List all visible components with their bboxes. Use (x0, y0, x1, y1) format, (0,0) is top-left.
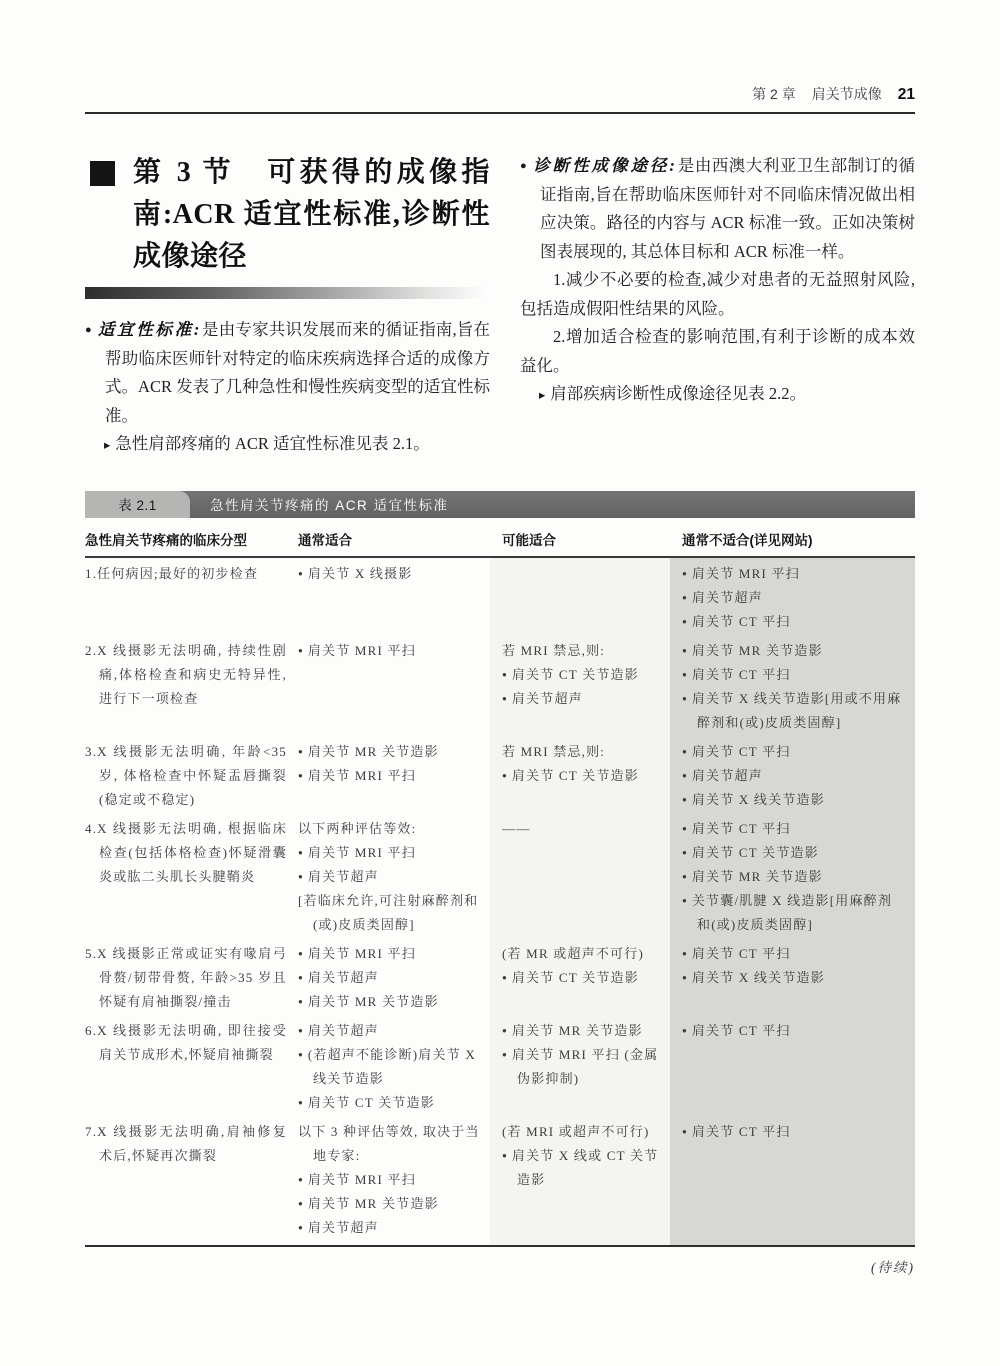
table-list-item (502, 1120, 662, 1144)
bullet-icon: ● (502, 972, 507, 982)
item-text: 肩关节超声 (511, 690, 583, 706)
table-cell (295, 1019, 490, 1120)
table-list-item (298, 841, 480, 865)
bullet-icon: ● (298, 1025, 303, 1035)
item-text: 肩关节 X 线或 CT 关节造影 (511, 1147, 659, 1187)
pathway-goal-2: 2.增加适合检查的影响范围,有利于诊断的成本效益化。 (520, 327, 915, 375)
item-text: 肩关节超声 (307, 969, 379, 985)
bullet-icon: ● (502, 1049, 507, 1059)
term-pathways: 诊断性成像途径: (533, 156, 678, 175)
table-list-item (298, 764, 480, 788)
table-list-item (682, 942, 905, 966)
item-text: 肩关节 X 线关节造影[用或不用麻醉剂和(或)皮质类固醇] (691, 690, 902, 730)
appropriateness-paragraph (85, 316, 490, 430)
table-list-item (502, 663, 662, 687)
table-list-item (298, 990, 480, 1014)
column-header-usually-not-appropriate: 通常不适合(详见网站) (682, 532, 813, 548)
bullet-icon: ● (682, 693, 687, 703)
item-text: (若 MR 或超声不可行) (502, 945, 644, 961)
item-text: 肩关节 CT 平扫 (691, 945, 791, 961)
item-text: 肩关节 MR 关节造影 (307, 743, 439, 759)
table-row (85, 817, 915, 942)
bullet-icon: ● (298, 996, 303, 1006)
item-text: 肩关节超声 (307, 1219, 379, 1235)
table-cell (490, 558, 670, 639)
item-text: 肩关节 MR 关节造影 (307, 993, 439, 1009)
table-cell (85, 1120, 295, 1245)
page-number: 21 (897, 86, 915, 103)
bullet-icon: ● (520, 160, 528, 172)
clinical-type-text: 2.X 线摄影无法明确, 持续性剧痛,体格检查和病史无特异性,进行下一项检查 (85, 642, 287, 706)
item-text: [若临床允许,可注射麻醉剂和(或)皮质类固醇] (298, 892, 479, 932)
table-cell (85, 942, 295, 1019)
bullet-icon: ● (682, 645, 687, 655)
table-cell (670, 639, 915, 740)
item-text: 肩关节 CT 平扫 (691, 1022, 791, 1038)
item-text: 肩关节 MRI 平扫 (307, 844, 416, 860)
table-row (85, 558, 915, 639)
item-text: 肩关节 MR 关节造影 (691, 642, 823, 658)
item-text: 肩关节 CT 关节造影 (691, 844, 819, 860)
table-cell (85, 817, 295, 942)
table-list-item (298, 889, 480, 937)
triangle-bullet-icon: ▸ (539, 388, 546, 402)
item-text: 肩关节 MRI 平扫 (691, 565, 800, 581)
table-list-item (502, 687, 662, 711)
table-title-bar (85, 491, 915, 518)
table-list-item (298, 1019, 480, 1043)
table-list-item (682, 562, 905, 586)
item-text: 肩关节 CT 平扫 (691, 743, 791, 759)
table-list-item (502, 1144, 662, 1192)
table-cell (670, 817, 915, 942)
section-square-icon (90, 161, 115, 186)
table-list-item (502, 942, 662, 966)
bullet-icon: ● (298, 1049, 303, 1059)
term-appropriateness: 适宜性标准: (97, 320, 202, 339)
table-cell (490, 1019, 670, 1120)
bullet-icon: ● (298, 948, 303, 958)
triangle-bullet-icon: ▸ (104, 438, 111, 452)
table-list-item (298, 1120, 480, 1168)
bullet-icon: ● (682, 770, 687, 780)
bullet-icon: ● (298, 871, 303, 881)
bullet-icon: ● (682, 1126, 687, 1136)
table-list-item (298, 1043, 480, 1091)
table-cell (295, 639, 490, 740)
table-list-item (502, 966, 662, 990)
pathways-paragraph (520, 152, 915, 266)
table-list-item (298, 865, 480, 889)
bullet-icon: ● (298, 1222, 303, 1232)
bullet-icon: ● (682, 871, 687, 881)
table-body (85, 558, 915, 1247)
clinical-type-text: 5.X 线摄影正常或证实有喙肩弓骨赘/韧带骨赘, 年龄>35 岁且怀疑有肩袖撕裂/撞击 (85, 945, 287, 1009)
table-list-item (682, 817, 905, 841)
bullet-icon: ● (682, 823, 687, 833)
table-list-item (682, 841, 905, 865)
item-text: 肩关节 CT 关节造影 (511, 969, 639, 985)
bullet-icon: ● (298, 645, 303, 655)
table21-reference: ▸ 急性肩部疼痛的 ACR 适宜性标准见表 2.1。 (104, 434, 430, 453)
table-list-item (682, 586, 905, 610)
appropriateness-text: 是由专家共识发展而来的循证指南,旨在帮助临床医师针对特定的临床疾病选择合适的成像方式。ACR 发表了几种急性和慢性疾病变型的适宜性标准。 (105, 320, 490, 425)
bullet-icon: ● (502, 1025, 507, 1035)
item-text: 肩关节 MRI 平扫 (307, 767, 416, 783)
table-row (85, 942, 915, 1019)
section-divider-gradient (85, 287, 490, 299)
table-list-item (298, 817, 480, 841)
table-cell (85, 1019, 295, 1120)
table-row (85, 740, 915, 817)
table-cell (295, 558, 490, 639)
acr-table (85, 491, 915, 1247)
bullet-icon: ● (298, 972, 303, 982)
table-list-item (682, 788, 905, 812)
table-cell (295, 740, 490, 817)
table-list-item (298, 1168, 480, 1192)
table-cell (490, 942, 670, 1019)
table-list-item (298, 639, 480, 663)
table-cell (670, 740, 915, 817)
chapter-title: 肩关节成像 (811, 86, 882, 102)
item-text: 以下两种评估等效: (298, 820, 417, 836)
table-list-item (502, 764, 662, 788)
table-header-row (85, 521, 915, 558)
table-cell (670, 558, 915, 639)
item-text: 关节囊/肌腱 X 线造影[用麻醉剂和(或)皮质类固醇] (691, 892, 893, 932)
table-cell (295, 942, 490, 1019)
right-column (520, 152, 915, 460)
table-cell (85, 639, 295, 740)
clinical-type-text: 1.任何病因;最好的初步检查 (85, 565, 259, 581)
item-text: 若 MRI 禁忌,则: (502, 743, 606, 759)
bullet-icon: ● (298, 568, 303, 578)
item-text: 肩关节 X 线摄影 (307, 565, 413, 581)
clinical-type-text: 3.X 线摄影无法明确, 年龄<35 岁, 体格检查中怀疑盂唇撕裂(稳定或不稳定) (85, 743, 287, 807)
bullet-icon: ● (682, 794, 687, 804)
clinical-type-text: 4.X 线摄影无法明确, 根据临床检查(包括体格检查)怀疑滑囊炎或肱二头肌长头腱鞘炎 (85, 820, 287, 884)
column-header-may-be-appropriate: 可能适合 (502, 532, 556, 548)
bullet-icon: ● (502, 693, 507, 703)
pathways-text: 是由西澳大利亚卫生部制订的循证指南,旨在帮助临床医师针对不同临床情况做出相应决策。路径的内容与 ACR 标准一致。正如决策树图表展现的, 其总体目标和 ACR 标准一样。 (540, 156, 916, 261)
table-list-item (298, 1192, 480, 1216)
bullet-icon: ● (682, 592, 687, 602)
chapter-label: 第 2 章 (752, 86, 796, 102)
table-list-item (682, 1120, 905, 1144)
table-list-item (298, 966, 480, 990)
bullet-icon: ● (682, 746, 687, 756)
table-list-item (502, 740, 662, 764)
item-text: 肩关节 MRI 平扫 (307, 642, 416, 658)
item-text: 肩关节 X 线关节造影 (691, 969, 825, 985)
item-text: 以下 3 种评估等效, 取决于当地专家: (298, 1123, 480, 1163)
table-list-item (682, 865, 905, 889)
table-cell (490, 740, 670, 817)
table-label: 表 2.1 (85, 491, 190, 518)
table-cell (490, 1120, 670, 1245)
table-cell (85, 740, 295, 817)
item-text: 肩关节 CT 平扫 (691, 613, 791, 629)
table-list-item (682, 1019, 905, 1043)
bullet-icon: ● (502, 1150, 507, 1160)
item-text: 肩关节超声 (691, 767, 763, 783)
table-list-item (682, 740, 905, 764)
item-text: 肩关节超声 (307, 868, 379, 884)
table-list-item (298, 740, 480, 764)
item-text: 肩关节 CT 关节造影 (511, 666, 639, 682)
bullet-icon: ● (682, 948, 687, 958)
item-text: 肩关节 MRI 平扫 (金属伪影抑制) (511, 1046, 659, 1086)
bullet-icon: ● (298, 746, 303, 756)
item-text: 肩关节 MRI 平扫 (307, 945, 416, 961)
item-text: 肩关节 MRI 平扫 (307, 1171, 416, 1187)
clinical-type-text: 7.X 线摄影无法明确,肩袖修复术后,怀疑再次撕裂 (85, 1123, 287, 1163)
table-list-item (682, 663, 905, 687)
table-row (85, 1120, 915, 1245)
to-be-continued-note: (待续) (871, 1259, 915, 1275)
table-title: 急性肩关节疼痛的 ACR 适宜性标准 (210, 498, 449, 513)
table-cell (490, 639, 670, 740)
table-list-item (682, 764, 905, 788)
column-header-clinical-type: 急性肩关节疼痛的临床分型 (85, 532, 247, 548)
table-list-item (682, 966, 905, 990)
table-cell (670, 1019, 915, 1120)
bullet-icon: ● (502, 770, 507, 780)
table-row (85, 639, 915, 740)
running-head (85, 84, 915, 114)
table-list-item (298, 562, 480, 586)
table-cell (295, 1120, 490, 1245)
table-list-item (682, 610, 905, 634)
bullet-icon: ● (682, 669, 687, 679)
table-list-item (682, 639, 905, 663)
bullet-icon: ● (682, 895, 687, 905)
bullet-icon: ● (502, 669, 507, 679)
table-cell (490, 817, 670, 942)
table-list-item (682, 687, 905, 735)
bullet-icon: ● (682, 847, 687, 857)
item-text: —— (502, 820, 531, 836)
item-text: 肩关节 CT 关节造影 (511, 767, 639, 783)
pathway-goal-1: 1.减少不必要的检查,减少对患者的无益照射风险,包括造成假阳性结果的风险。 (520, 270, 915, 318)
bullet-icon: ● (682, 972, 687, 982)
table-list-item (298, 942, 480, 966)
item-text: 肩关节 CT 关节造影 (307, 1094, 435, 1110)
item-text: (若 MRI 或超声不可行) (502, 1123, 650, 1139)
table-row (85, 1019, 915, 1120)
bullet-icon: ● (85, 324, 92, 336)
two-column-area (85, 152, 915, 460)
table-list-item (298, 1091, 480, 1115)
table-cell (670, 942, 915, 1019)
item-text: (若超声不能诊断)肩关节 X 线关节造影 (307, 1046, 476, 1086)
item-text: 肩关节超声 (307, 1022, 379, 1038)
item-text: 肩关节 X 线关节造影 (691, 791, 825, 807)
table-list-item (298, 1216, 480, 1240)
table-cell (295, 817, 490, 942)
table-cell (670, 1120, 915, 1245)
clinical-type-text: 6.X 线摄影无法明确, 即往接受肩关节成形术,怀疑肩袖撕裂 (85, 1022, 287, 1062)
item-text: 肩关节 CT 平扫 (691, 820, 791, 836)
item-text: 肩关节 MR 关节造影 (691, 868, 823, 884)
bullet-icon: ● (298, 770, 303, 780)
table22-reference: ▸ 肩部疾病诊断性成像途径见表 2.2。 (539, 384, 807, 403)
section-heading (85, 152, 490, 278)
bullet-icon: ● (298, 1174, 303, 1184)
section-title: 第 3 节 可获得的成像指南:ACR 适宜性标准,诊断性成像途径 (133, 157, 490, 272)
table-cell (85, 558, 295, 639)
item-text: 肩关节 MR 关节造影 (307, 1195, 439, 1211)
table-list-item (682, 889, 905, 937)
item-text: 肩关节 MR 关节造影 (511, 1022, 643, 1038)
bullet-icon: ● (682, 616, 687, 626)
table-list-item (502, 817, 662, 841)
table-list-item (502, 1019, 662, 1043)
item-text: 若 MRI 禁忌,则: (502, 642, 606, 658)
column-header-usually-appropriate: 通常适合 (298, 532, 352, 548)
bullet-icon: ● (682, 1025, 687, 1035)
table-list-item (502, 639, 662, 663)
left-column (85, 152, 490, 460)
item-text: 肩关节 CT 平扫 (691, 1123, 791, 1139)
bullet-icon: ● (298, 1198, 303, 1208)
table-list-item (502, 1043, 662, 1091)
bullet-icon: ● (682, 568, 687, 578)
item-text: 肩关节超声 (691, 589, 763, 605)
bullet-icon: ● (298, 1097, 303, 1107)
bullet-icon: ● (298, 847, 303, 857)
item-text: 肩关节 CT 平扫 (691, 666, 791, 682)
